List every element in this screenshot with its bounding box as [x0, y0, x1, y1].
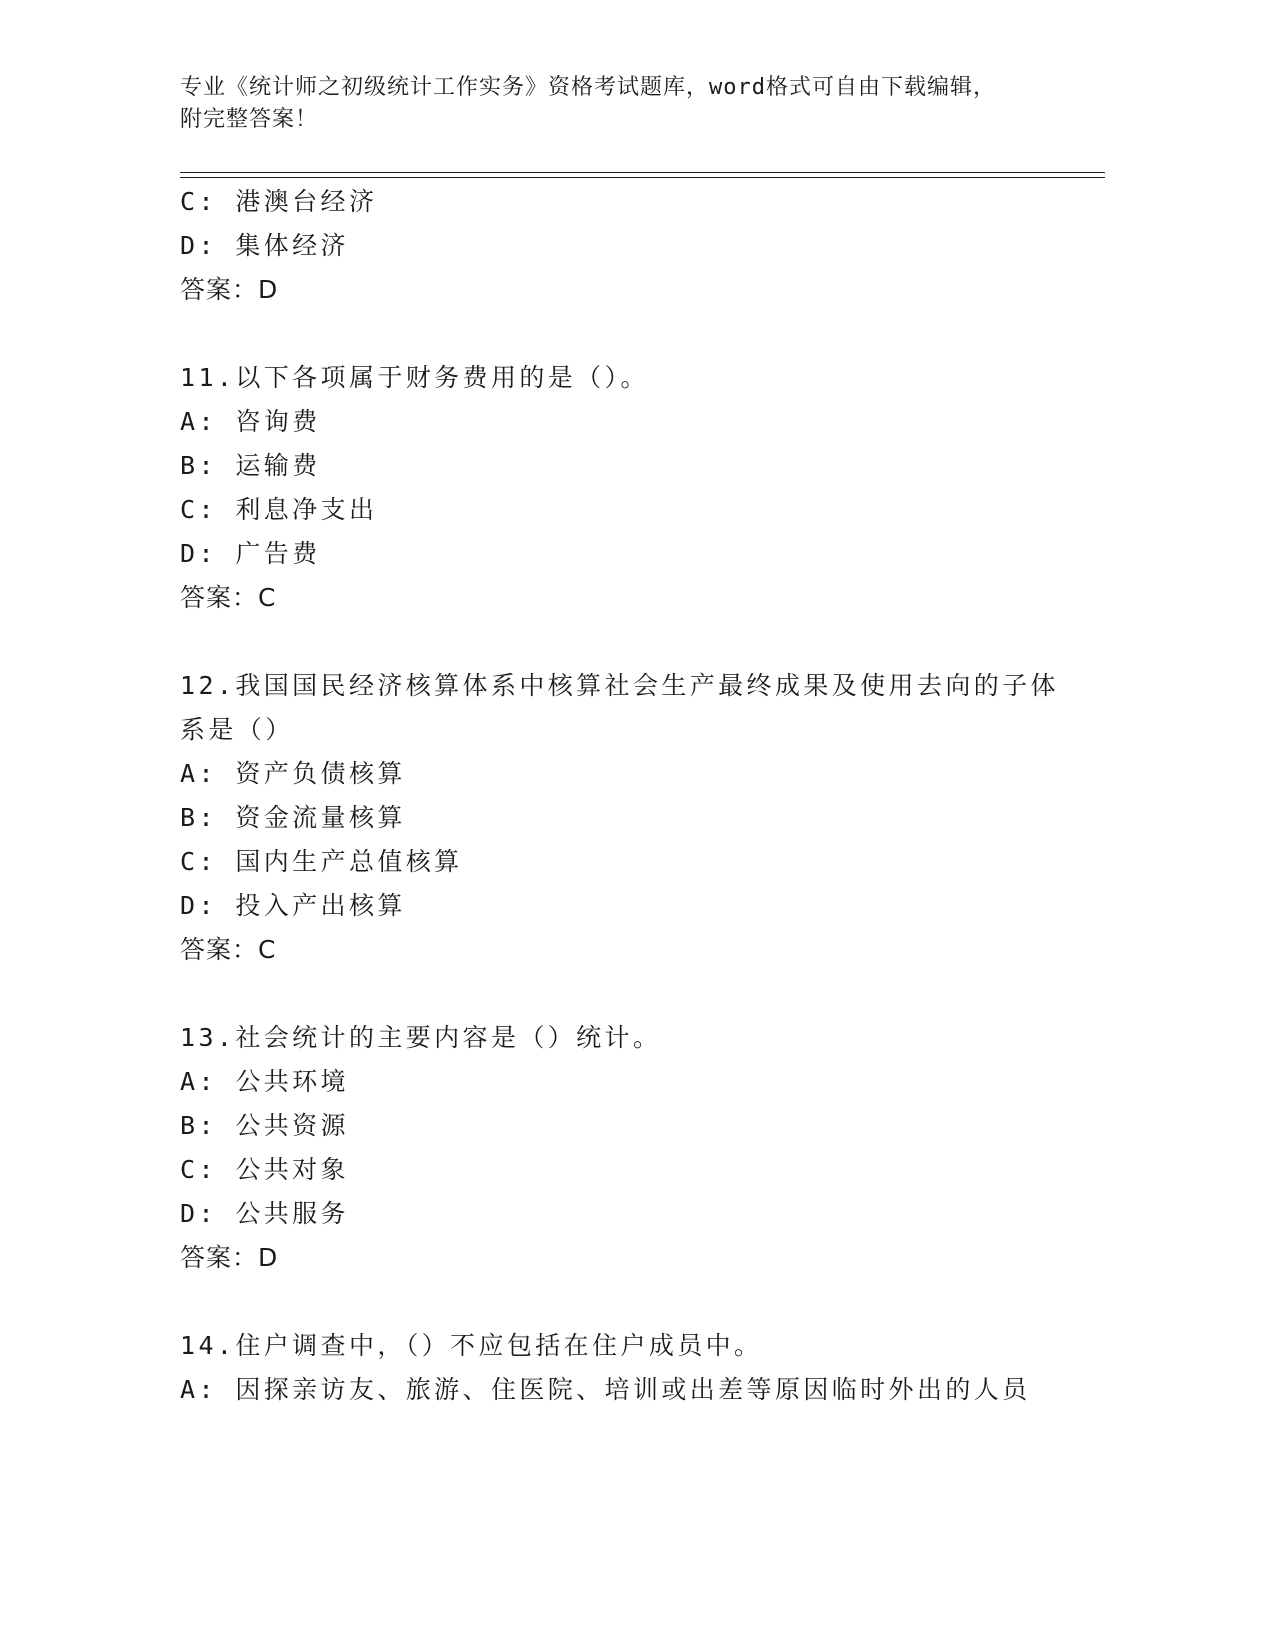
option-a: A: 资产负债核算 [180, 759, 406, 788]
answer-line: 答案：C [180, 935, 277, 964]
question-title: 13.社会统计的主要内容是（）统计。 [180, 1023, 662, 1052]
question-13 [180, 1020, 1105, 1284]
question-12 [180, 668, 1105, 976]
question-title: 14.住户调查中，（）不应包括在住户成员中。 [180, 1331, 763, 1360]
question-title-line-1: 12.我国国民经济核算体系中核算社会生产最终成果及使用去向的子体 [180, 671, 1059, 700]
option-c: C: 国内生产总值核算 [180, 847, 463, 876]
question-carryover [180, 184, 1105, 316]
header-line-2: 附完整答案！ [180, 107, 319, 132]
option-d: D: 公共服务 [180, 1199, 349, 1228]
question-list [180, 184, 1105, 1416]
answer-line: 答案：D [180, 1243, 279, 1272]
option-c: C: 港澳台经济 [180, 187, 378, 216]
option-b: B: 运输费 [180, 451, 321, 480]
question-title-line-2: 系是（） [180, 715, 294, 744]
option-d: D: 广告费 [180, 539, 321, 568]
option-a: A: 咨询费 [180, 407, 321, 436]
option-b: B: 资金流量核算 [180, 803, 406, 832]
option-c: C: 公共对象 [180, 1155, 349, 1184]
option-c: C: 利息净支出 [180, 495, 378, 524]
document-header [180, 72, 1060, 136]
question-11 [180, 360, 1105, 624]
question-title: 11.以下各项属于财务费用的是（）。 [180, 363, 649, 392]
header-line-1: 专业《统计师之初级统计工作实务》资格考试题库，word格式可自由下载编辑， [180, 75, 996, 100]
answer-line: 答案：C [180, 583, 277, 612]
option-a: A: 公共环境 [180, 1067, 349, 1096]
option-b: B: 公共资源 [180, 1111, 349, 1140]
header-divider-bottom [180, 177, 1105, 178]
option-d: D: 投入产出核算 [180, 891, 406, 920]
option-d: D: 集体经济 [180, 231, 349, 260]
question-14 [180, 1328, 1105, 1416]
header-divider-top [180, 172, 1105, 173]
option-a: A: 因探亲访友、旅游、住医院、培训或出差等原因临时外出的人员 [180, 1375, 1031, 1404]
answer-line: 答案：D [180, 275, 279, 304]
